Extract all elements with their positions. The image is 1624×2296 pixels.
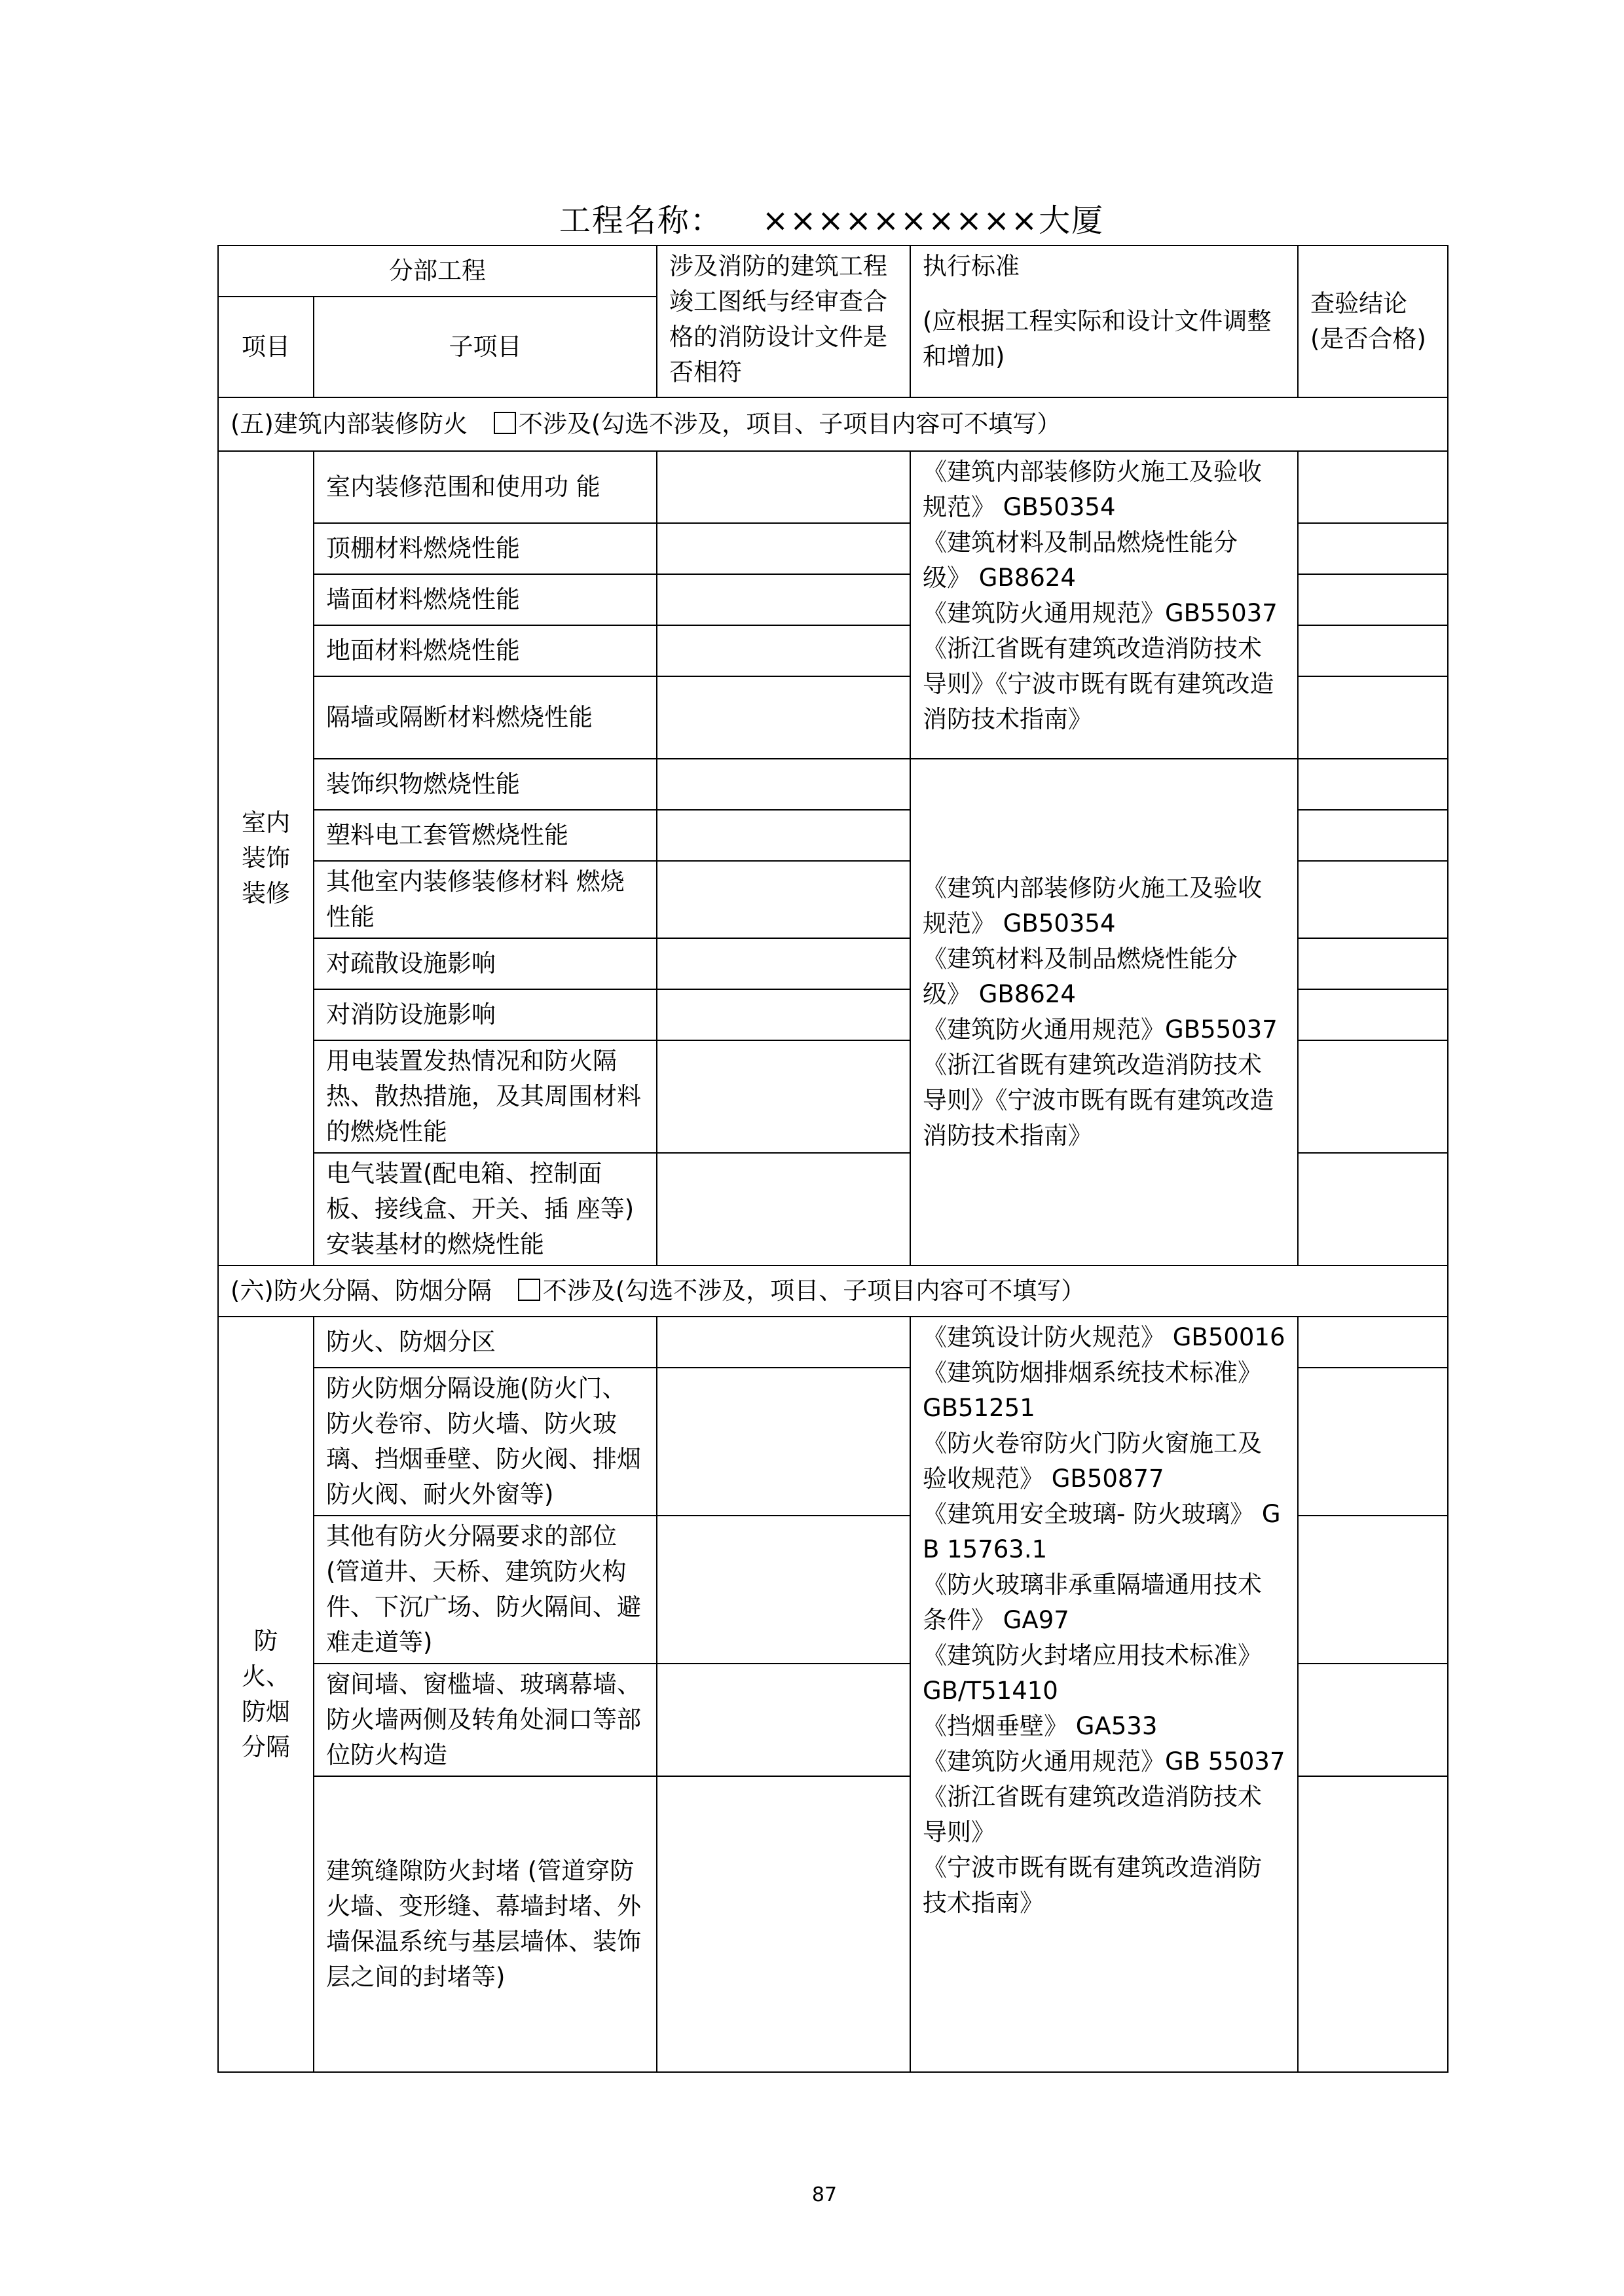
- section6-compliance-5[interactable]: [657, 1776, 910, 2072]
- section5-compliance-9[interactable]: [657, 938, 910, 989]
- section6-result-3[interactable]: [1298, 1516, 1448, 1664]
- section5-result-4[interactable]: [1298, 625, 1448, 676]
- std-c-9: 《浙江省既有建筑改造消防技术导则》: [923, 1783, 1262, 1846]
- section6-compliance-4[interactable]: [657, 1664, 910, 1776]
- section6-row-2: 防火防烟分隔设施(防火门、防火卷帘、防火墙、防火玻璃、挡烟垂壁、防火阀、排烟防火阀、耐火外窗等): [314, 1368, 657, 1516]
- std-c-8: 《建筑防火通用规范》GB 55037: [923, 1747, 1285, 1776]
- std-a-3: 《建筑防火通用规范》GB55037: [923, 599, 1278, 627]
- project-title-label: 工程名称：: [559, 202, 723, 239]
- section5-result-12[interactable]: [1298, 1153, 1448, 1266]
- section5-row-6: 装饰织物燃烧性能: [314, 759, 657, 810]
- std-c-7: 《挡烟垂壁》 GA533: [923, 1712, 1158, 1740]
- section5-result-10[interactable]: [1298, 989, 1448, 1040]
- section5-compliance-10[interactable]: [657, 989, 910, 1040]
- header-fenbu: 分部工程: [218, 246, 657, 297]
- header-xiangmu: 项目: [218, 297, 314, 397]
- std-c-10: 《宁波市既有既有建筑改造消防技术指南》: [923, 1853, 1262, 1917]
- section5-title-row: [218, 397, 1448, 451]
- section5-compliance-1[interactable]: [657, 451, 910, 523]
- section6-na-checkbox[interactable]: [518, 1279, 540, 1301]
- section5-standards-b: [910, 759, 1298, 1266]
- std-c-5: 《防火玻璃非承重隔墙通用技术条件》 GA97: [923, 1571, 1262, 1634]
- section6-result-5[interactable]: [1298, 1776, 1448, 2072]
- section5-compliance-12[interactable]: [657, 1153, 910, 1266]
- std-c-3: 《防火卷帘防火门防火窗施工及验收规范》 GB50877: [923, 1429, 1262, 1493]
- section6-item: 防火、防烟分隔: [218, 1317, 314, 2072]
- section6-result-2[interactable]: [1298, 1368, 1448, 1516]
- inspection-table: [217, 245, 1449, 2073]
- section6-standards: [910, 1317, 1298, 2072]
- std-a-1: 《建筑内部装修防火施工及验收规范》 GB50354: [923, 458, 1262, 521]
- std-c-4: 《建筑用安全玻璃- 防火玻璃》 GB 15763.1: [923, 1500, 1281, 1563]
- std-c-6: 《建筑防火封堵应用技术标准》 GB/T51410: [923, 1641, 1262, 1705]
- section5-row-1: 室内装修范围和使用功 能: [314, 451, 657, 523]
- std-a-2: 《建筑材料及制品燃烧性能分级》 GB8624: [923, 528, 1238, 592]
- section5-result-2[interactable]: [1298, 523, 1448, 574]
- section6-row-1: 防火、防烟分区: [314, 1317, 657, 1368]
- section5-na-checkbox[interactable]: [494, 412, 516, 434]
- section5-row-11: 用电装置发热情况和防火隔热、散热措施，及其周围材料的燃烧性能: [314, 1040, 657, 1153]
- section5-row-4: 地面材料燃烧性能: [314, 625, 657, 676]
- section5-row-12: 电气装置(配电箱、控制面板、接线盒、开关、插 座等) 安装基材的燃烧性能: [314, 1153, 657, 1266]
- page-number: 87: [811, 2183, 838, 2206]
- section5-result-3[interactable]: [1298, 574, 1448, 625]
- section5-compliance-4[interactable]: [657, 625, 910, 676]
- section6-result-1[interactable]: [1298, 1317, 1448, 1368]
- section5-row-2: 顶棚材料燃烧性能: [314, 523, 657, 574]
- section6-title: (六)防火分隔、防烟分隔: [231, 1277, 492, 1305]
- section5-row-3: 墙面材料燃烧性能: [314, 574, 657, 625]
- section5-compliance-5[interactable]: [657, 676, 910, 759]
- section5-compliance-6[interactable]: [657, 759, 910, 810]
- section5-result-9[interactable]: [1298, 938, 1448, 989]
- section6-compliance-1[interactable]: [657, 1317, 910, 1368]
- header-zixiangmu: 子项目: [314, 297, 657, 397]
- section5-row-10: 对消防设施影响: [314, 989, 657, 1040]
- std-b-2: 《建筑材料及制品燃烧性能分级》 GB8624: [923, 945, 1238, 1008]
- section6-row-3: 其他有防火分隔要求的部位(管道井、天桥、建筑防火构件、下沉广场、防火隔间、避难走道等): [314, 1516, 657, 1664]
- std-c-2: 《建筑防烟排烟系统技术标准》 GB51251: [923, 1358, 1262, 1422]
- section5-standards-a: [910, 451, 1298, 759]
- header-standard-note: (应根据工程实际和设计文件调整和增加): [923, 307, 1272, 371]
- project-title: [0, 195, 1624, 240]
- section6-row-4: 窗间墙、窗槛墙、玻璃幕墙、防火墙两侧及转角处洞口等部位防火构造: [314, 1664, 657, 1776]
- section5-item: 室内装饰装修: [218, 451, 314, 1266]
- std-b-1: 《建筑内部装修防火施工及验收规范》 GB50354: [923, 874, 1262, 938]
- section6-na-label: 不涉及(勾选不涉及，项目、子项目内容可不填写）: [542, 1277, 1086, 1305]
- section5-compliance-7[interactable]: [657, 810, 910, 861]
- header-conclusion: 查验结论(是否合格): [1298, 246, 1448, 397]
- section5-result-5[interactable]: [1298, 676, 1448, 759]
- section5-compliance-8[interactable]: [657, 861, 910, 938]
- section5-compliance-2[interactable]: [657, 523, 910, 574]
- std-b-4: 《浙江省既有建筑改造消防技术导则》《宁波市既有既有建筑改造消防技术指南》: [923, 1051, 1274, 1150]
- std-a-4: 《浙江省既有建筑改造消防技术导则》《宁波市既有既有建筑改造消防技术指南》: [923, 634, 1274, 733]
- project-title-value: ××××××××××大厦: [762, 202, 1105, 239]
- section5-row-5: 隔墙或隔断材料燃烧性能: [314, 676, 657, 759]
- section5-compliance-3[interactable]: [657, 574, 910, 625]
- section6-row-5: 建筑缝隙防火封堵 (管道穿防火墙、变形缝、幕墙封堵、外墙保温系统与基层墙体、装饰层之间的封堵等): [314, 1776, 657, 2072]
- section5-result-1[interactable]: [1298, 451, 1448, 523]
- section5-result-7[interactable]: [1298, 810, 1448, 861]
- section5-result-11[interactable]: [1298, 1040, 1448, 1153]
- section5-na-label: 不涉及(勾选不涉及，项目、子项目内容可不填写）: [518, 410, 1061, 438]
- section6-result-4[interactable]: [1298, 1664, 1448, 1776]
- section5-row-9: 对疏散设施影响: [314, 938, 657, 989]
- section5-row-7: 塑料电工套管燃烧性能: [314, 810, 657, 861]
- header-standard-title: 执行标准: [923, 252, 1020, 280]
- section5-title: (五)建筑内部装修防火: [231, 410, 468, 438]
- section5-result-8[interactable]: [1298, 861, 1448, 938]
- section6-compliance-3[interactable]: [657, 1516, 910, 1664]
- std-b-3: 《建筑防火通用规范》GB55037: [923, 1015, 1278, 1044]
- section5-row-8: 其他室内装修装修材料 燃烧性能: [314, 861, 657, 938]
- header-compliance: 涉及消防的建筑工程竣工图纸与经审查合格的消防设计文件是否相符: [657, 246, 910, 397]
- section5-compliance-11[interactable]: [657, 1040, 910, 1153]
- section5-result-6[interactable]: [1298, 759, 1448, 810]
- section6-title-row: [218, 1266, 1448, 1317]
- header-standard: [910, 246, 1298, 397]
- std-c-1: 《建筑设计防火规范》 GB50016: [923, 1323, 1285, 1351]
- section6-compliance-2[interactable]: [657, 1368, 910, 1516]
